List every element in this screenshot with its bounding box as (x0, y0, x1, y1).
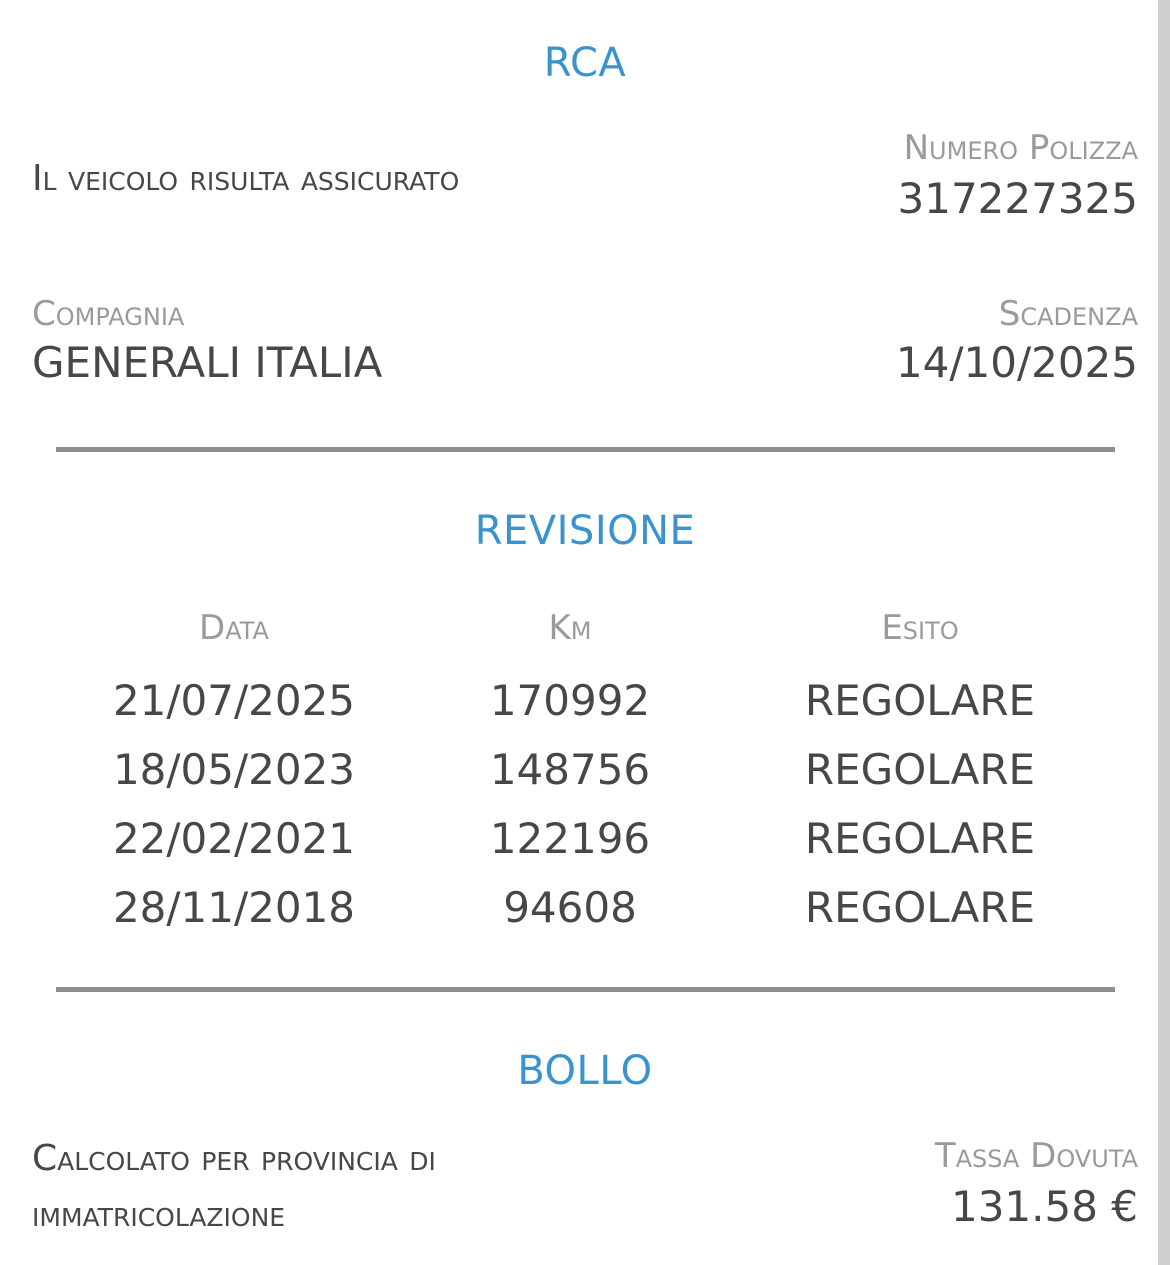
insurance-status-text: Il veicolo risulta assicurato (32, 158, 460, 199)
table-cell-km: 94608 (503, 883, 637, 932)
column-header-esito: Esito (881, 608, 959, 648)
table-cell-outcome: REGOLARE (804, 745, 1036, 794)
revision-outcome-column (760, 600, 1080, 942)
table-cell-date: 22/02/2021 (112, 814, 356, 863)
table-cell-date: 21/07/2025 (112, 676, 356, 725)
table-cell-outcome: REGOLARE (804, 676, 1036, 725)
expiry-value: 14/10/2025 (895, 338, 1138, 387)
expiry-label: Scadenza (998, 294, 1138, 334)
tax-due-label: Tassa Dovuta (934, 1136, 1138, 1176)
revision-km-column (420, 600, 720, 942)
revision-date-column (84, 600, 384, 942)
table-cell-outcome: REGOLARE (804, 814, 1036, 863)
table-cell-km: 170992 (489, 676, 651, 725)
section-divider (56, 447, 1115, 452)
company-value: GENERALI ITALIA (32, 338, 383, 387)
section-divider (56, 987, 1115, 992)
table-cell-date: 18/05/2023 (112, 745, 356, 794)
table-cell-date: 28/11/2018 (112, 883, 356, 932)
policy-number-value: 317227325 (897, 174, 1138, 223)
table-cell-km: 122196 (489, 814, 651, 863)
bollo-section-title: BOLLO (517, 1048, 653, 1094)
tax-due-amount: 131.58 € (950, 1182, 1138, 1231)
table-cell-km: 148756 (489, 745, 651, 794)
bollo-calc-text-line2: immatricolazione (32, 1194, 286, 1235)
bollo-calc-text-line1: Calcolato per provincia di (32, 1138, 436, 1179)
revisione-section-title: REVISIONE (474, 508, 696, 554)
rca-section-title: RCA (543, 40, 627, 86)
company-label: Compagnia (32, 294, 185, 334)
table-cell-outcome: REGOLARE (804, 883, 1036, 932)
column-header-data: Data (199, 608, 269, 648)
policy-number-label: Numero Polizza (903, 128, 1138, 168)
column-header-km: Km (548, 608, 592, 648)
